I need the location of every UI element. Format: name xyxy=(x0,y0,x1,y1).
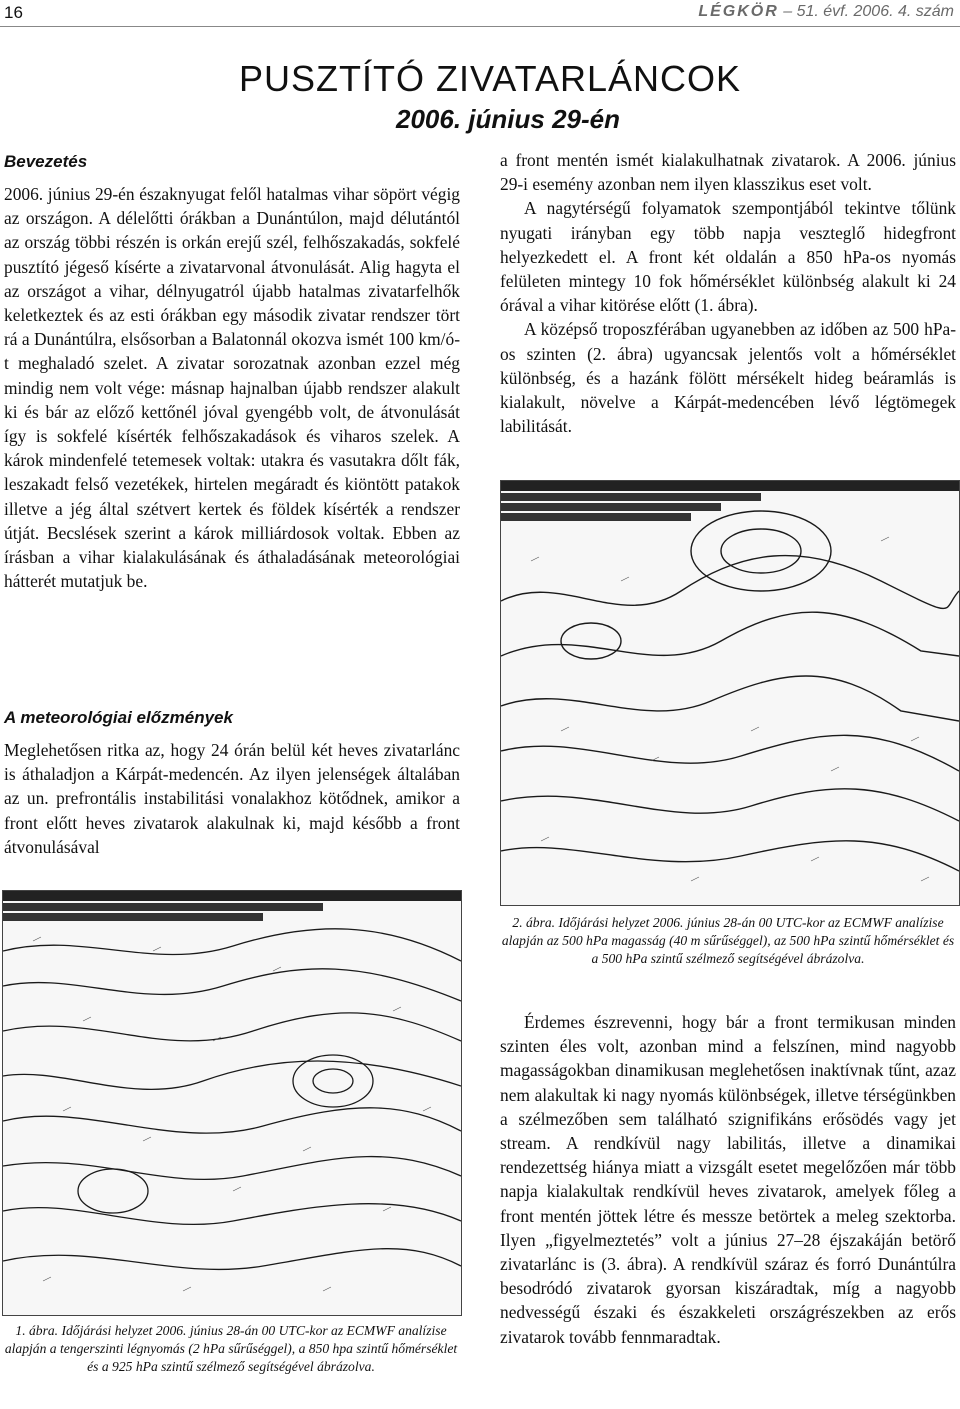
right-paragraph-1: a front mentén ismét kialakulhatnak zivatarok. A 2006. június 29-i esemény azonban nem ilyen klasszikus eset volt. xyxy=(500,150,956,195)
right-paragraph-2: A nagytérségű folyamatok szempontjából tekintve tőlünk nyugati irányban egy több napja veszteglő hidegfront helyezkedett el. A front két oldalán a 850 hPa-os nyomás felületen mintegy 10 fok hőmérséklet különbség alakult ki 24 órával a vihar kitörése előtt (1. ábra). xyxy=(500,198,956,316)
height-contours xyxy=(501,511,959,871)
wind-barbs xyxy=(33,937,431,1291)
right-paragraph-4: Érdemes észrevenni, hogy bár a front termikusan minden szinten éles volt, azonban mind a felszínen, mind nagyobb magasságokban dinamikusan meglehetősen inaktívnak tűnt, azaz nem alakultak ki nagy nyomás különbségek, illetve térségünkben a szélmezőben sem található szignifikáns erősödés vagy jet stream. A rendkívül nagy labilitás, illetve a dinamikai rendezettség hiánya miatt a vizsgált esetet megelőzően már több napja kialakultak rendkívül heves zivatarok, amelyek főleg a front mentén jöttek létre és messze betörtek a meleg szektorba. Ilyen „figyelmeztetés” volt a június 27–28 éjszakáján betörő zivatarlánc is (3. ábra). A rendkívül száraz és forró Dunántúlra besodródó zivatarok gyorsan kiszáradtak, míg a nagyobb nedvességű északi és északkeleti országrészekben az erős zivatarok tovább fennmaradtak. xyxy=(500,1012,956,1347)
intro-text-block xyxy=(4,182,460,593)
meteo-text-block xyxy=(4,738,460,859)
page-number: 16 xyxy=(4,3,23,22)
article-title: PUSZTÍTÓ ZIVATARLÁNCOK xyxy=(238,58,742,99)
figure-1-map xyxy=(2,890,462,1316)
wind-barbs xyxy=(531,537,929,881)
right-paragraph-3: A középső troposzférában ugyanebben az időben az 500 hPa-os szinten (2. ábra) ugyancsak jelentős volt a hőmérséklet különbség, és a hazánk fölött mérsékelt hideg beáramlás is kialakult, növelve a Kárpát-medencében lévő légtömegek labilitását. xyxy=(500,319,956,437)
meteo-paragraph: Meglehetősen ritka az, hogy 24 órán belül két heves zivatarlánc is áthaladjon a Kárpát-medencén. Az ilyen jelenségek általában az un. prefrontális instabilitási vonalakhoz kötődnek, amikor a front előtt heves zivatarok alakulnak ki, majd később a front átvonulásával xyxy=(4,740,460,857)
header-rule xyxy=(0,26,960,27)
figure-1-contour-map xyxy=(3,891,461,1315)
journal-info xyxy=(698,3,954,21)
intro-paragraph: 2006. június 29-én északnyugat felől hatalmas vihar söpört végig az országon. A délelőtti órákban a Dunántúlon, majd délutántól az ország többi részén is orkán erejű szél, felhőszakadás, sokfelé pusztító jégeső kísérte a zivatarvonal átvonulását. Alig hagyta el az országot a vihar, délnyugatról újabb hatalmas zivatarfelhők keletkeztek és az esti órákban egy második zivatar rendszer tört rá a Dunántúlra, elsősorban a Balatonnál okozva ismét 100 km/ó-t meghaladó szelet. A zivatar sorozatnak azonban ezzel még mindig nem volt vége: másnap hajnalban újabb rendszer alakult ki és bár az előző kettőnél jóval gyengébb volt, de átvonulását így is sokfelé kísérték felhőszakadások és viharos szelek. A károk mindenfelé tetemesek voltak: utakra és vasutakra dőlt fák, leszakadt felső vezetékek, hirtelen megáradt és kiöntött patakok illetve a jég által szétvert kertek és földek kísérték a rendszer útját. Becslések szerint a károk milliárdosok voltak. Ebben az írásban a vihar kialakulásának és áthaladásának meteorológiai hátterét mutatjuk be. xyxy=(4,184,460,592)
map-header-bars xyxy=(3,891,461,921)
intro-heading: Bevezetés xyxy=(4,152,88,171)
article-subtitle: 2006. június 29-én xyxy=(396,104,620,134)
right-text-bottom xyxy=(500,1010,956,1349)
isobar-contours xyxy=(3,929,461,1270)
running-header xyxy=(0,0,960,30)
meteo-heading: A meteorológiai előzmények xyxy=(4,708,233,727)
figure-2-caption: 2. ábra. Időjárási helyzet 2006. június 28-án 00 UTC-kor az ECMWF analízise alapján az 500 hPa magasság (40 m sűrűséggel), az 500 hPa szintű hőmérséklet és a 500 hPa szintű szélmező segítségével ábrázolva. xyxy=(501,915,955,966)
journal-name: LÉGKÖR xyxy=(698,3,779,20)
figure-2-contour-map xyxy=(501,481,959,905)
right-text-top xyxy=(500,148,956,438)
journal-issue: – 51. évf. 2006. 4. szám xyxy=(778,3,954,20)
figure-2-map xyxy=(500,480,960,906)
figure-1-caption: 1. ábra. Időjárási helyzet 2006. június 28-án 00 UTC-kor az ECMWF analízise alapján a tengerszinti légnyomás (2 hPa sűrűséggel), a 850 hpa szintű hőmérséklet és a 925 hPa szintű szélmező segítségével ábrázolva. xyxy=(4,1323,458,1374)
